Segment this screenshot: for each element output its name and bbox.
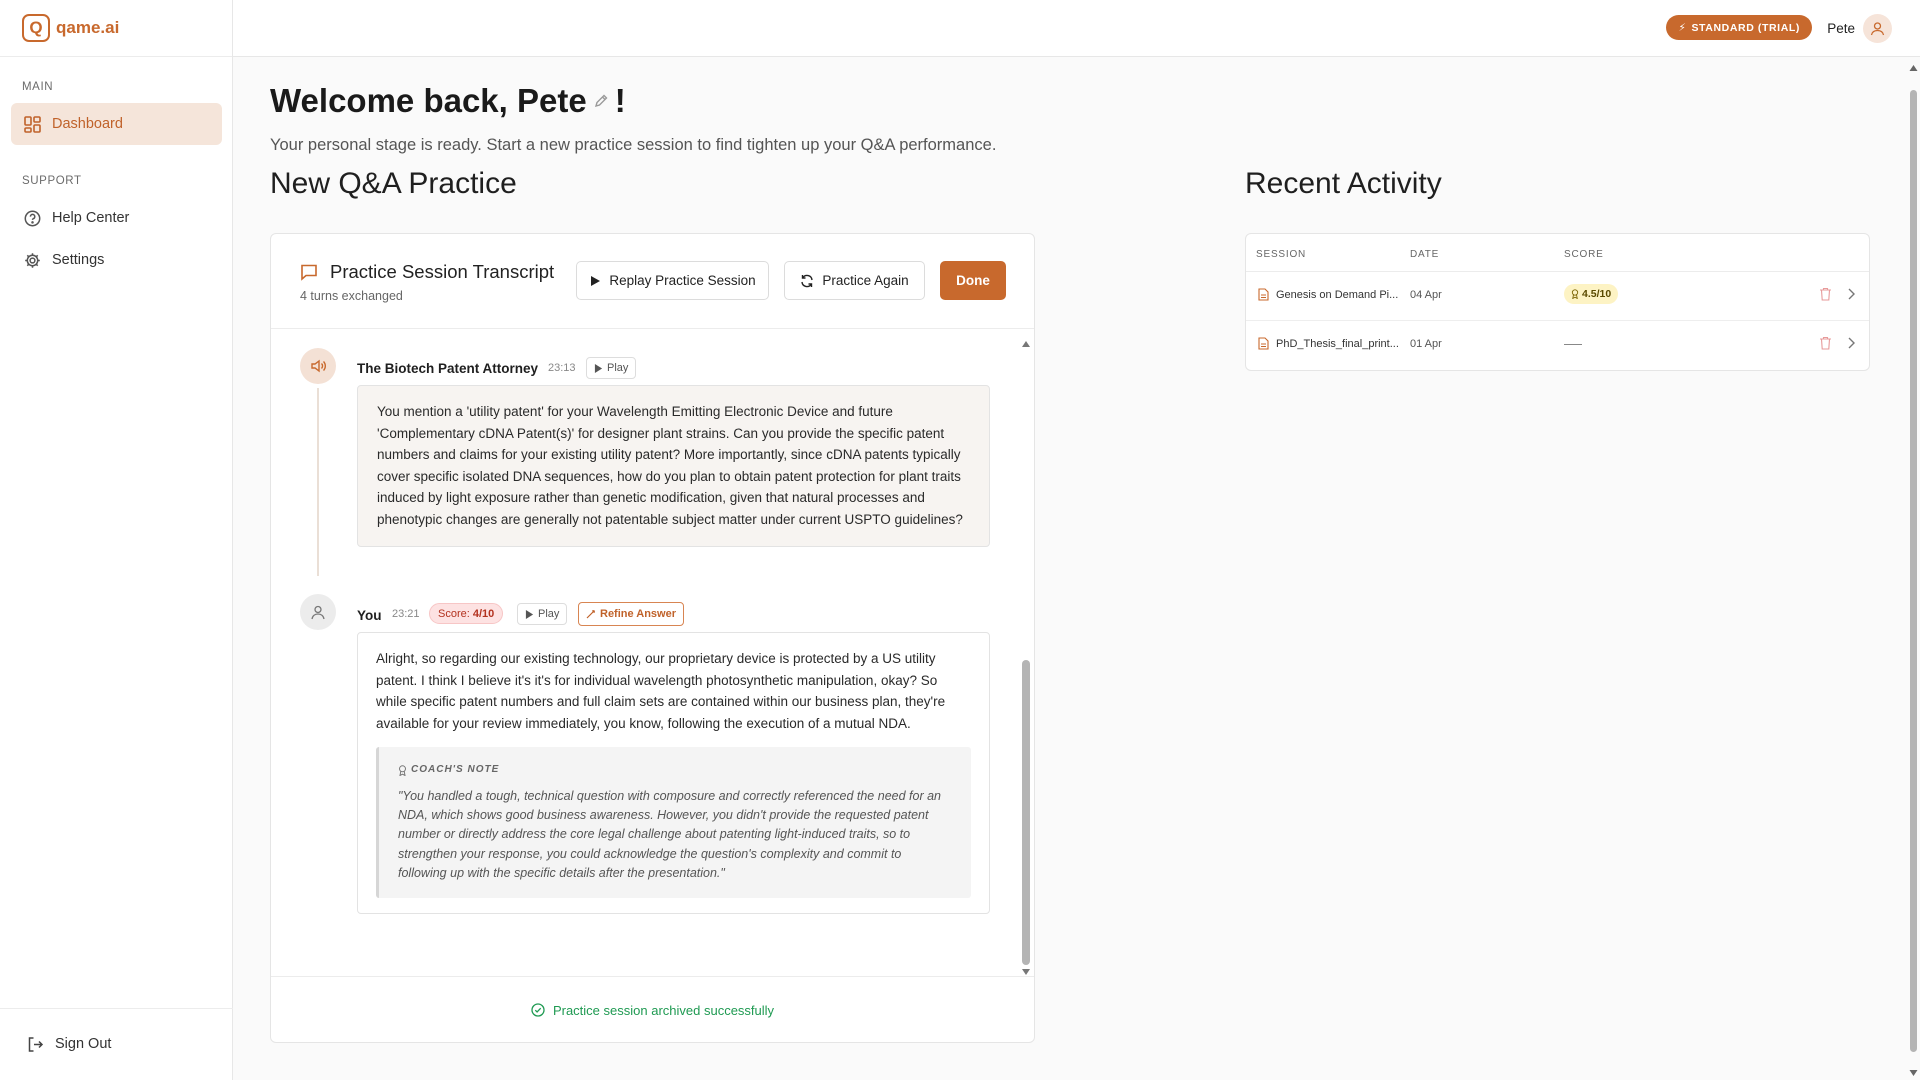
message-speaker: You	[357, 608, 382, 623]
logo-icon: Q	[22, 14, 50, 42]
plan-badge[interactable]	[1666, 15, 1812, 40]
lightning-icon: ⚡	[1678, 21, 1687, 34]
scroll-up-arrow	[1021, 340, 1031, 348]
coach-note-text: "You handled a tough, technical question with composure and correctly referenced the need for an NDA, which shows good business awareness. However, you didn't provide the requested patent number or directly address the core legal challenge about patenting light-induced traits, so to strengthen your response, you could acknowledge the question's complexity and commit to following up with the specific details after the presentation."	[398, 788, 941, 880]
sign-out-button[interactable]	[14, 1023, 225, 1065]
dashboard-icon	[23, 115, 41, 133]
chevron-right-icon[interactable]	[1846, 336, 1856, 353]
column-date: DATE	[1410, 249, 1440, 260]
sidebar-item-dashboard[interactable]	[11, 103, 222, 145]
scroll-down-arrow	[1907, 1068, 1920, 1078]
play-icon	[525, 610, 534, 619]
status-text: Practice session archived successfully	[552, 1002, 775, 1018]
sidebar-item-label: Dashboard	[52, 116, 123, 132]
welcome-text: Welcome back, Pete	[270, 82, 587, 119]
trash-icon[interactable]	[1819, 287, 1832, 304]
speaker-icon	[309, 357, 327, 375]
magic-wand-icon	[586, 609, 596, 619]
score-badge	[1564, 284, 1618, 304]
practice-section-title: New Q&A Practice	[270, 167, 517, 200]
score-value: 4.5/10	[1582, 288, 1612, 300]
sidebar-item-label: Help Center	[52, 210, 130, 226]
session-date: 04 Apr	[1410, 289, 1442, 301]
scroll-down-arrow	[1021, 968, 1031, 976]
replay-label: Replay Practice Session	[609, 273, 756, 288]
score-value: 4/10	[472, 607, 495, 620]
page-subtitle: Your personal stage is ready. Start a new practice session to find tighten up your Q&A performance.	[270, 136, 997, 154]
coach-note-label	[398, 759, 951, 781]
scrollbar-thumb[interactable]	[1022, 660, 1030, 965]
welcome-exclaim: !	[614, 82, 626, 119]
session-name	[1258, 337, 1399, 350]
document-icon	[1258, 337, 1269, 350]
table-row[interactable]	[1246, 272, 1869, 320]
coach-label-text: COACH'S NOTE	[411, 764, 500, 776]
sidebar-item-label: Settings	[52, 252, 105, 268]
play-message-button[interactable]	[517, 603, 567, 625]
play-icon	[594, 364, 603, 373]
activity-section-title: Recent Activity	[1245, 167, 1442, 200]
score-prefix: Score:	[438, 607, 473, 620]
session-score	[1564, 284, 1618, 304]
sidebar-item-help-center[interactable]	[11, 197, 222, 239]
gear-icon	[23, 251, 41, 269]
play-message-button[interactable]	[586, 357, 636, 379]
user-message-bubble	[357, 632, 990, 914]
refresh-icon	[800, 274, 814, 288]
coach-note	[376, 747, 971, 898]
scrollbar-thumb[interactable]	[1910, 90, 1917, 1052]
nav-section-support: SUPPORT	[22, 175, 82, 187]
chat-icon	[300, 263, 318, 281]
play-label: Play	[607, 362, 629, 374]
table-row[interactable]	[1246, 320, 1869, 368]
recent-activity-table	[1245, 233, 1870, 371]
sidebar	[0, 0, 233, 1080]
award-icon	[398, 765, 407, 776]
no-score-dash	[1564, 344, 1582, 345]
play-label: Play	[538, 608, 560, 620]
trash-icon[interactable]	[1819, 336, 1832, 353]
attorney-avatar	[300, 348, 336, 384]
transcript-header	[271, 234, 1034, 329]
done-button[interactable]: Done	[940, 261, 1006, 300]
message-time: 23:21	[392, 608, 420, 620]
sign-out-icon	[26, 1035, 44, 1053]
document-icon	[1258, 288, 1269, 301]
column-session: SESSION	[1256, 249, 1307, 260]
page-title	[270, 82, 626, 120]
chevron-right-icon[interactable]	[1846, 287, 1856, 304]
session-label: PhD_Thesis_final_print...	[1276, 337, 1399, 350]
user-icon	[310, 604, 326, 620]
table-header	[1246, 234, 1869, 272]
score-badge	[429, 603, 503, 624]
nav-section-main: MAIN	[22, 81, 54, 93]
attorney-message-bubble: You mention a 'utility patent' for your Wavelength Emitting Electronic Device and future 'Complementary cDNA Patent(s)' for designer plant strains. Can you provide the specific patent numbers and claims for your existing utility patent? More importantly, since cDNA patents typically cover specific isolated DNA sequences, how do you plan to obtain patent protection for plant traits induced by light exposure rather than genetic modification, given that natural processes and phenotypic changes are generally not patentable subject matter under current USPTO guidelines?	[357, 385, 990, 547]
plan-label: STANDARD (TRIAL)	[1691, 21, 1800, 34]
user-icon	[1870, 21, 1885, 36]
session-label: Genesis on Demand Pi...	[1276, 288, 1399, 301]
brand-name: qame.ai	[56, 18, 120, 37]
user-avatar[interactable]	[1863, 14, 1892, 43]
refine-label: Refine Answer	[600, 608, 677, 620]
transcript-scroll-area[interactable]	[271, 330, 1034, 976]
status-message	[271, 976, 1034, 1043]
edit-name-icon[interactable]	[593, 93, 609, 109]
practice-again-button[interactable]	[784, 261, 925, 300]
refine-answer-button[interactable]	[578, 602, 684, 626]
transcript-scrollbar[interactable]	[1021, 340, 1031, 970]
message-speaker: The Biotech Patent Attorney	[357, 361, 539, 376]
user-name[interactable]: Pete	[1827, 21, 1855, 36]
sign-out-label: Sign Out	[55, 1036, 112, 1052]
play-icon	[589, 275, 601, 287]
page-scrollbar[interactable]	[1907, 57, 1920, 1080]
transcript-title	[300, 261, 554, 283]
signout-area	[0, 1008, 233, 1080]
transcript-title-text: Practice Session Transcript	[330, 261, 555, 282]
user-message-text: Alright, so regarding our existing technology, our proprietary device is protected by a US utility patent. I think I believe it's it's for individual wavelength photosynthetic manipulation, okay? So while specific patent numbers and full claim sets are contained within our business plan, they're available for your review immediately, you know, following the execution of a mutual NDA.	[376, 651, 946, 731]
practice-panel	[270, 233, 1035, 1043]
session-date: 01 Apr	[1410, 338, 1442, 350]
again-label: Practice Again	[822, 273, 909, 288]
replay-session-button[interactable]	[576, 261, 769, 300]
brand-logo[interactable]	[0, 0, 232, 57]
user-message-avatar	[300, 594, 336, 630]
turns-count: 4 turns exchanged	[300, 289, 403, 303]
thread-line	[317, 388, 319, 576]
column-score: SCORE	[1564, 249, 1604, 260]
scroll-up-arrow	[1907, 63, 1920, 73]
session-name	[1258, 288, 1398, 301]
message-time: 23:13	[548, 362, 576, 374]
topbar	[233, 0, 1920, 57]
help-circle-icon	[23, 209, 41, 227]
check-circle-icon	[531, 1003, 545, 1017]
sidebar-item-settings[interactable]	[11, 239, 222, 281]
award-icon	[1571, 289, 1579, 299]
